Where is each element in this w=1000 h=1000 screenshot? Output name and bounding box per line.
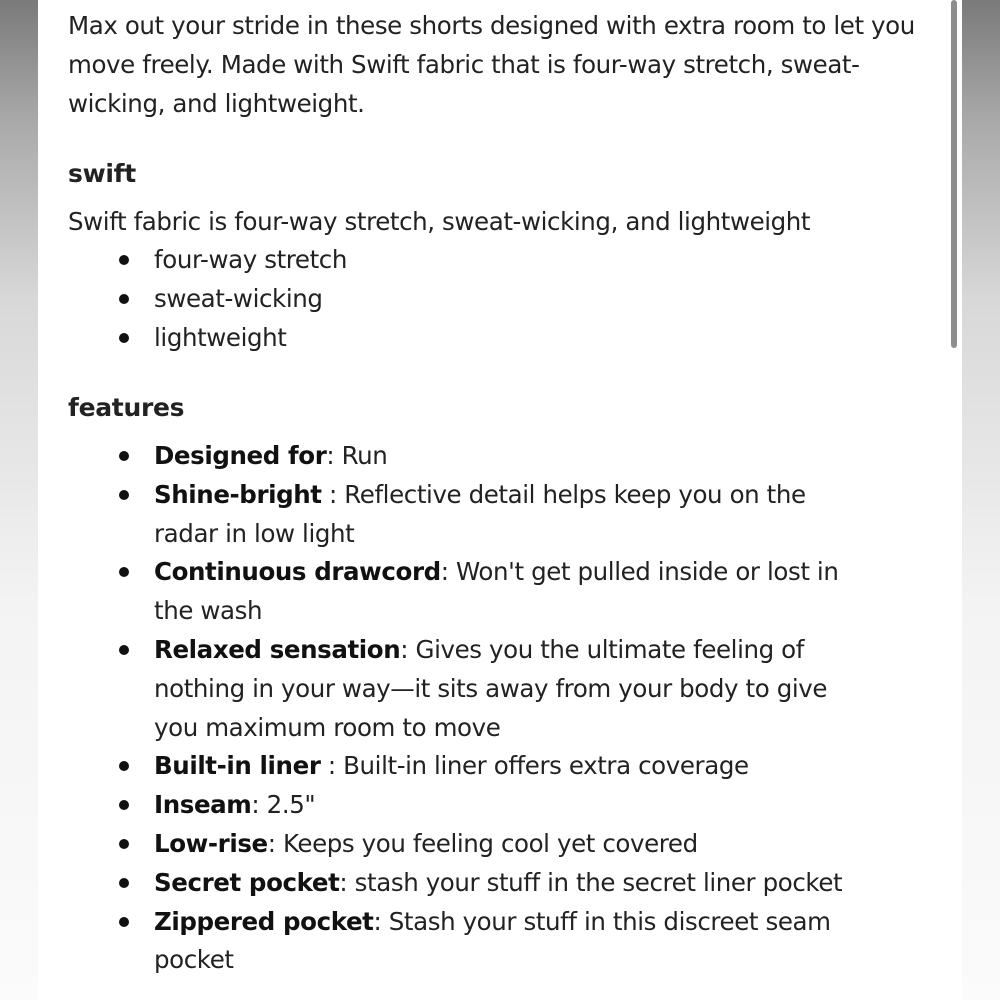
feature-description: Won't get pulled inside or lost in the wash: [154, 557, 839, 626]
feature-description: Gives you the ultimate feeling of nothing in your way—it sits away from your body to give you maximum room to move: [154, 634, 828, 742]
product-details-panel: [38, 0, 946, 1000]
left-edge-shadow: [0, 0, 38, 1000]
features-list: [68, 437, 868, 980]
feature-item: [68, 747, 868, 786]
feature-item: [68, 903, 868, 981]
feature-description: Run: [341, 441, 388, 470]
feature-term: Continuous drawcord: [154, 557, 441, 587]
swift-item-label: lightweight: [154, 322, 287, 352]
feature-separator: :: [400, 634, 416, 664]
feature-separator: :: [440, 557, 457, 587]
feature-item: [68, 553, 868, 631]
bullet-icon: [119, 800, 129, 810]
feature-item: [68, 864, 868, 903]
feature-separator: :: [373, 906, 389, 936]
feature-separator: :: [267, 828, 283, 858]
list-item: [68, 280, 868, 319]
swift-item-label: sweat-wicking: [154, 283, 323, 313]
bullet-icon: [119, 878, 129, 888]
feature-item: [68, 437, 868, 476]
feature-description: Stash your stuff in this discreet seam pocket: [154, 906, 831, 975]
bullet-icon: [119, 490, 129, 500]
feature-description: stash your stuff in the secret liner pocket: [354, 867, 843, 897]
bullet-icon: [119, 333, 129, 343]
swift-heading: swift: [68, 159, 136, 188]
bullet-icon: [119, 451, 129, 461]
feature-term: Designed for: [154, 441, 327, 470]
feature-item: [68, 476, 868, 554]
feature-item: [68, 631, 868, 747]
feature-term: Zippered pocket: [154, 906, 374, 936]
product-intro: Max out your stride in these shorts designed with extra room to let you move freely. Made with Swift fabric that is four-way stretch, sweat-wicking, and lightweight.: [68, 11, 915, 118]
scrollbar-thumb[interactable]: [951, 0, 957, 348]
bullet-icon: [119, 761, 129, 771]
swift-description: Swift fabric is four-way stretch, sweat-wicking, and lightweight: [68, 207, 811, 236]
bullet-icon: [119, 255, 129, 265]
feature-term: Shine-bright: [154, 479, 322, 509]
features-heading: features: [68, 393, 185, 422]
feature-separator: :: [326, 441, 342, 470]
feature-separator: :: [321, 479, 345, 509]
feature-item: [68, 786, 868, 825]
swift-list: [68, 241, 868, 357]
list-item: [68, 319, 868, 358]
feature-term: Secret pocket: [154, 867, 340, 897]
feature-item: [68, 825, 868, 864]
feature-separator: :: [251, 790, 267, 820]
right-edge-shadow: [962, 0, 1000, 1000]
bullet-icon: [119, 917, 129, 927]
list-item: [68, 241, 868, 280]
feature-separator: :: [320, 751, 344, 781]
bullet-icon: [119, 839, 129, 849]
feature-description: Reflective detail helps keep you on the radar in low light: [154, 479, 806, 548]
feature-term: Low-rise: [154, 828, 268, 858]
feature-description: Keeps you feeling cool yet covered: [282, 828, 698, 858]
feature-description: Built-in liner offers extra coverage: [343, 751, 749, 781]
bullet-icon: [119, 567, 129, 577]
bullet-icon: [119, 645, 129, 655]
bullet-icon: [119, 294, 129, 304]
feature-term: Built-in liner: [154, 751, 321, 781]
feature-separator: :: [339, 867, 355, 897]
feature-term: Relaxed sensation: [154, 634, 401, 664]
feature-term: Inseam: [154, 790, 252, 820]
feature-description: 2.5": [266, 790, 316, 820]
swift-item-label: four-way stretch: [154, 245, 348, 274]
